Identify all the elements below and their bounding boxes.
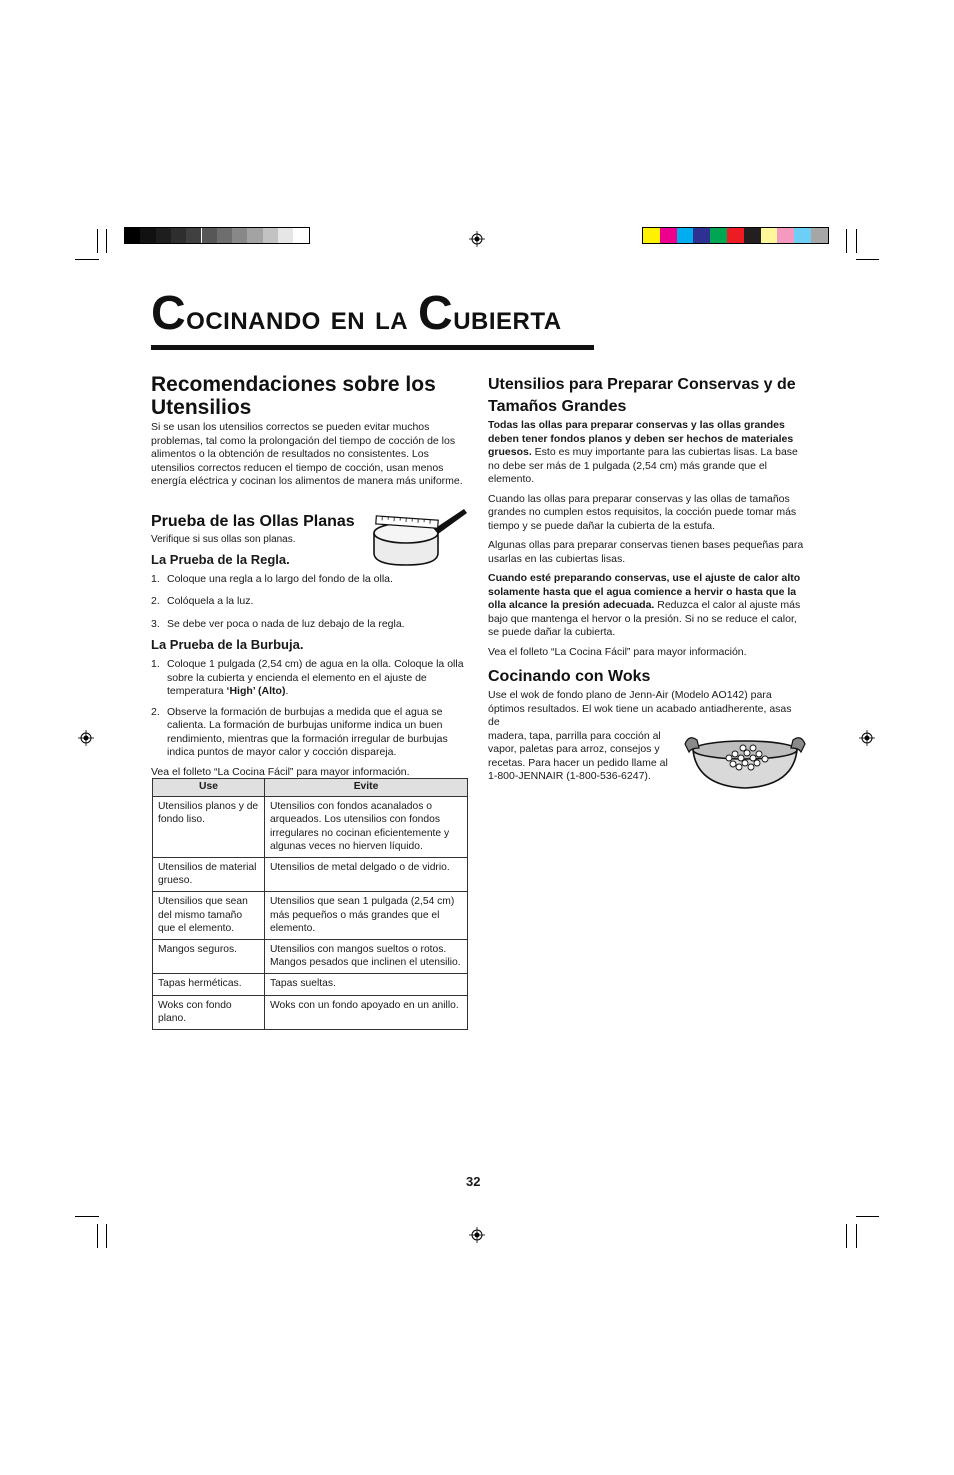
ruler-test-title: La Prueba de la Regla. — [151, 551, 290, 567]
canning-paragraph-3: Algunas ollas para preparar conservas tienen bases pequeñas para usarlas en las cubiertas lisas. — [488, 539, 804, 565]
table-row — [153, 940, 468, 974]
title-rule — [151, 345, 594, 350]
crop-mark — [856, 259, 879, 260]
registration-mark-icon — [78, 730, 94, 746]
left-column — [151, 373, 469, 489]
crop-mark — [856, 229, 857, 253]
utensils-table — [152, 778, 468, 1030]
wok-illustration — [683, 728, 807, 792]
wok-line: recetas. Para hacer un pedido llame al — [488, 756, 668, 769]
crop-mark — [106, 1224, 107, 1248]
crop-mark — [856, 1216, 879, 1217]
crop-mark — [75, 259, 99, 260]
crop-mark — [75, 1216, 99, 1217]
canning-title: Utensilios para Preparar Conservas y de Tamaños Grandes — [488, 376, 796, 415]
wok-title: Cocinando con Woks — [488, 668, 651, 685]
bubble-test-title: La Prueba de la Burbuja. — [151, 637, 304, 652]
crop-mark — [106, 229, 107, 253]
table-cell: Tapas sueltas. — [265, 974, 468, 995]
table-row — [153, 858, 468, 892]
table-cell: Utensilios planos y de fondo liso. — [153, 797, 265, 858]
page-title: Cocinando en la Cubierta — [151, 287, 562, 340]
table-cell: Mangos seguros. — [153, 940, 265, 974]
table-cell: Utensilios que sean del mismo tamaño que el elemento. — [153, 892, 265, 940]
table-cell: Utensilios con mangos sueltos o rotos. Mangos pesados que inclinen el utensilio. — [265, 940, 468, 974]
wok-line: óptimos resultados. El wok tiene un acabado antiadherente, asas de — [488, 702, 792, 728]
table-row — [153, 974, 468, 995]
section-title-utensils: Recomendaciones sobre los Utensilios — [151, 373, 436, 419]
pan-test-title: Prueba de las Ollas Planas — [151, 513, 355, 530]
table-cell: Utensilios de material grueso. — [153, 858, 265, 892]
pan-test-intro: Verifique si sus ollas son planas. — [151, 534, 296, 545]
column-header-avoid: Evite — [265, 779, 468, 797]
wok-line: madera, tapa, parrilla para cocción al — [488, 729, 661, 742]
crop-mark — [97, 229, 98, 253]
list-item: 2. Observe la formación de burbujas a medida que el agua se calienta. La formación de burbujas uniforme indica un buen rendimiento, mientras que la formación irregular de burbujas indica puntos de mayor calor y cocción dispareja. — [151, 705, 448, 758]
canning-see-booklet: Vea el folleto “La Cocina Fácil” para mayor información. — [488, 645, 747, 658]
registration-mark-icon — [859, 730, 875, 746]
canning-paragraph-1: Todas las ollas para preparar conservas y las ollas grandes deben tener fondos planos y deben ser hechos de materiales gruesos. Esto es muy importante para las cubiertas lisas. La base no debe ser más de 1 pulgada (2,54 cm) más grande que el elemento. — [488, 419, 798, 485]
color-bar-frame — [642, 227, 829, 244]
table-header-row — [153, 779, 468, 797]
table-cell: Utensilios de metal delgado o de vidrio. — [265, 858, 468, 892]
column-header-use: Use — [153, 779, 265, 797]
wok-line: vapor, paletas para arroz, consejos y — [488, 743, 660, 755]
wok-line: 1-800-JENNAIR (1-800-536-6247). — [488, 770, 651, 782]
pan-ruler-illustration — [368, 505, 470, 567]
crop-mark — [846, 229, 847, 253]
right-column — [488, 374, 804, 659]
table-row — [153, 892, 468, 940]
crop-mark — [856, 1224, 857, 1248]
crop-mark — [846, 1224, 847, 1248]
crop-mark — [97, 1224, 98, 1248]
table-cell: Woks con un fondo apoyado en un anillo. — [265, 995, 468, 1029]
color-bar-frame — [124, 227, 310, 244]
registration-mark-icon — [469, 1227, 485, 1243]
page-number: 32 — [466, 1174, 481, 1189]
canning-paragraph-4: Cuando esté preparando conservas, use el ajuste de calor alto solamente hasta que el agua comience a hervir o hasta que la olla alcance la presión adecuada. Reduzca el calor al ajuste más bajo que mantenga el hervor o la presión. Si no se reduce el calor, se puede dañar la cubierta. — [488, 572, 801, 638]
canning-paragraph-2: Cuando las ollas para preparar conservas y las ollas de tamaños grandes no cumplen estos requisitos, la cocción puede tomar más tiempo y se puede dañar la cubierta de la estufa. — [488, 492, 797, 532]
see-booklet-note: Vea el folleto “La Cocina Fácil” para mayor información. — [151, 765, 410, 778]
list-item: 1. Coloque una regla a lo largo del fondo de la olla. — [151, 572, 393, 585]
table-row — [153, 995, 468, 1029]
table-cell: Utensilios con fondos acanalados o arqueados. Los utensilios con fondos irregulares no cocinan eficientemente y algunas veces no hierven líquido. — [265, 797, 468, 858]
list-item: 3. Se debe ver poca o nada de luz debajo de la regla. — [151, 617, 405, 630]
wok-line: Use el wok de fondo plano de Jenn-Air (Modelo AO142) para — [488, 689, 772, 701]
ruler-steps-list — [151, 573, 469, 632]
table-cell: Tapas herméticas. — [153, 974, 265, 995]
list-item: 1. Coloque 1 pulgada (2,54 cm) de agua en la olla. Coloque la olla sobre la cubierta y encienda el elemento en el ajuste de temperatura ‘High’ (Alto). — [151, 658, 464, 697]
table-cell: Utensilios que sean 1 pulgada (2,54 cm) más pequeños o más grandes que el elemento. — [265, 892, 468, 940]
registration-mark-icon — [469, 231, 485, 247]
intro-paragraph: Si se usan los utensilios correctos se pueden evitar muchos problemas, tal como la prolongación del tiempo de cocción de los alimentos o la obtención de resultados no consistentes. Los utensilios correctos reducen el tiempo de cocción, usan menos energía eléctrica y cocinan los alimentos de manera más uniforme. — [151, 421, 463, 487]
list-item: 2. Colóquela a la luz. — [151, 595, 254, 607]
table-cell: Woks con fondo plano. — [153, 995, 265, 1029]
bubble-steps-list — [151, 658, 469, 760]
table-row — [153, 797, 468, 858]
